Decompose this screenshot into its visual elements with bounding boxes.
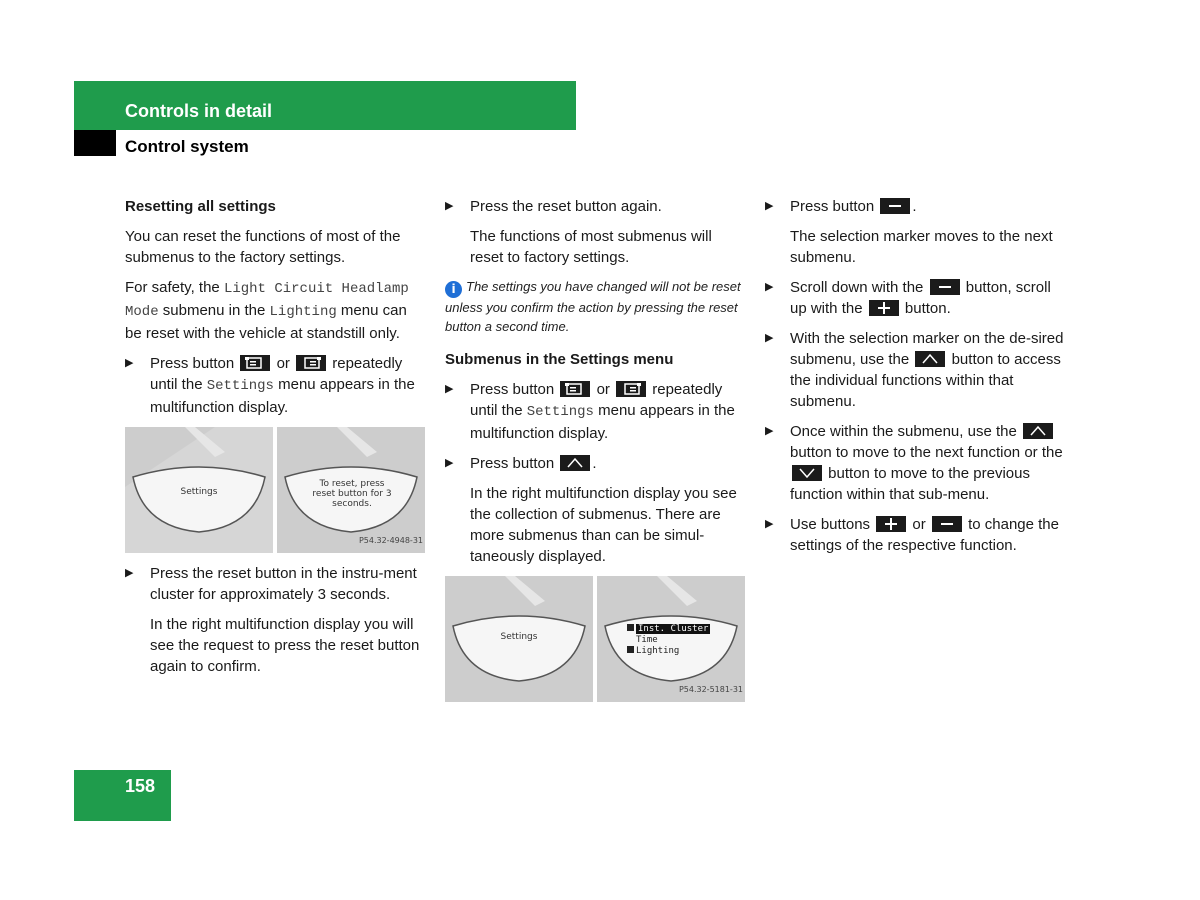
display-left-panel: [445, 576, 593, 702]
submenu-item: Time: [636, 635, 658, 645]
bullet-item: ▶ Once within the submenu, use the button to move to the next function or the button to move to the previous function within that sub-menu.: [765, 423, 1063, 503]
menu-name: Settings: [206, 378, 274, 394]
bullet-item: ▶ Press button or repeatedly until the Settings menu appears in the multifunction display.: [445, 381, 735, 442]
up-arrow-button-icon: [1023, 423, 1053, 439]
paragraph: The functions of most submenus will reset to factory settings.: [470, 228, 712, 266]
bullet-arrow-icon: ▶: [445, 200, 454, 212]
plus-button-icon: [876, 516, 906, 532]
minus-button-icon: [932, 516, 962, 532]
paragraph-safety: For safety, the Light Circuit Headlamp Mode submenu in the Lighting menu can be reset with the vehicle at standstill only.: [125, 279, 409, 342]
bullet-item: ▶ Press button .: [765, 198, 917, 215]
display-left-button-icon: [240, 355, 270, 371]
display-right-button-icon: [296, 355, 326, 371]
paragraph: In the right multifunction display you will see the request to press the reset button again to confirm.: [150, 616, 420, 675]
display-text: Settings: [180, 487, 218, 497]
up-arrow-button-icon: [915, 351, 945, 367]
bullet-arrow-icon: ▶: [765, 425, 774, 437]
figure-code: P54.32-4948-31: [358, 536, 423, 545]
bullet-arrow-icon: ▶: [765, 200, 774, 212]
bullet-arrow-icon: ▶: [765, 518, 774, 530]
display-left-button-icon: [560, 381, 590, 397]
menu-name: Lighting: [269, 304, 337, 320]
menu-name: Light Circuit Headlamp Mode: [125, 281, 409, 320]
column-3: [765, 196, 1067, 565]
menu-name: Settings: [526, 404, 594, 420]
down-arrow-button-icon: [792, 465, 822, 481]
bullet-arrow-icon: ▶: [125, 357, 134, 369]
bullet-arrow-icon: ▶: [765, 332, 774, 344]
paragraph: In the right multifunction display you see the collection of submenus. There are more submenus than can be simul-taneously displayed.: [470, 485, 737, 565]
display-text: To reset, press reset button for 3 seconds.: [312, 479, 392, 509]
submenu-list: [627, 624, 710, 657]
bullet-item: ▶ With the selection marker on the de-sired submenu, use the button to access the individual functions within that submenu.: [765, 330, 1064, 410]
bullet-item: ▶ Press button or repeatedly until the Settings menu appears in the multifunction display.: [125, 355, 415, 416]
minus-button-icon: [930, 279, 960, 295]
bullet-arrow-icon: ▶: [125, 567, 134, 579]
display-right-panel: [597, 576, 745, 702]
bullet-arrow-icon: ▶: [765, 281, 774, 293]
bullet-item: ▶ Press the reset button again.: [445, 198, 662, 215]
bullet-arrow-icon: ▶: [445, 457, 454, 469]
page-number: 158: [125, 776, 156, 796]
display-left-panel: [125, 427, 273, 553]
bullet-arrow-icon: ▶: [445, 383, 454, 395]
page-number-box: [74, 770, 171, 821]
figure-code: P54.32-5181-31: [678, 685, 743, 694]
minus-button-icon: [880, 198, 910, 214]
header-tab: [74, 130, 116, 156]
instrument-figure-1: [125, 427, 425, 553]
column-1: [125, 196, 425, 686]
heading-submenus: Submenus in the Settings menu: [445, 351, 674, 368]
submenu-item: Inst. Cluster: [627, 624, 710, 635]
display-text: Settings: [500, 632, 538, 642]
subsection-title: Control system: [125, 137, 249, 156]
submenu-item: Lighting: [627, 646, 710, 657]
info-icon: i: [445, 281, 462, 298]
bullet-item: ▶ Scroll down with the button, scroll up with the button.: [765, 279, 1051, 317]
display-right-button-icon: [616, 381, 646, 397]
heading-resetting: Resetting all settings: [125, 198, 276, 215]
bullet-item: ▶ Press button .: [445, 455, 597, 472]
info-note: i The settings you have changed will not be reset unless you confirm the action by pressing the reset button a second time.: [445, 279, 741, 334]
plus-button-icon: [869, 300, 899, 316]
paragraph: The selection marker moves to the next submenu.: [790, 228, 1053, 266]
paragraph: You can reset the functions of most of the submenus to the factory settings.: [125, 228, 401, 266]
column-2: [445, 196, 747, 712]
bullet-item: ▶ Press the reset button in the instru-ment cluster for approximately 3 seconds.: [125, 565, 417, 603]
section-title: Controls in detail: [125, 101, 273, 121]
bullet-item: ▶ Use buttons or to change the settings of the respective function.: [765, 516, 1059, 554]
instrument-figure-2: [445, 576, 745, 702]
display-right-panel: [277, 427, 425, 553]
up-arrow-button-icon: [560, 455, 590, 471]
